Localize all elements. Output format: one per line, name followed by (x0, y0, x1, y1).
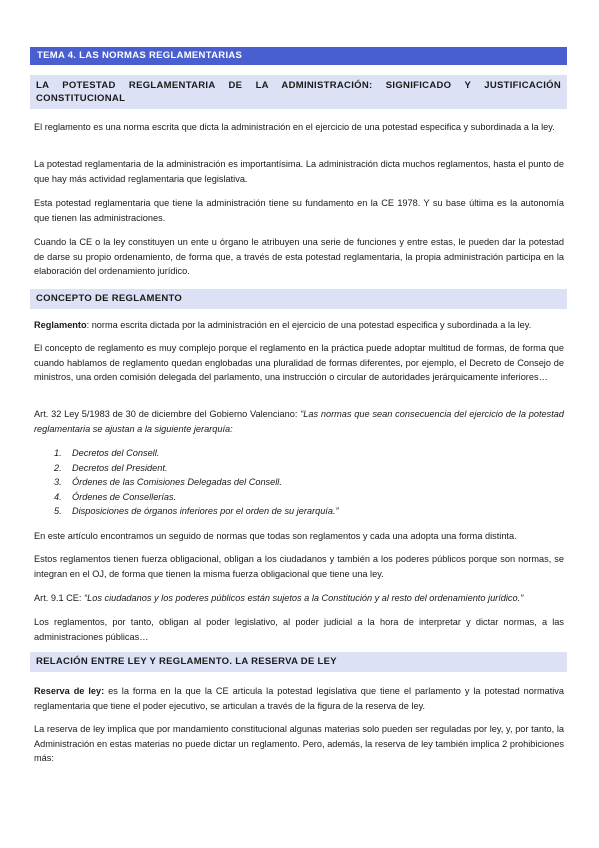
tema-title-bar (30, 47, 567, 65)
definition-term: Reglamento (34, 320, 87, 330)
paragraph: Estos reglamentos tienen fuerza obligacional, obligan a los ciudadanos y también a los poderes públicos porque son normas, se integran en el OJ, de forma que tienen la misma fuerza obligacional que tiene una ley. (34, 554, 564, 579)
paragraph: El reglamento es una norma escrita que dicta la administración en el ejercicio de una potestad especifica y subordinada a la ley. (34, 122, 555, 132)
paragraph: La reserva de ley implica que por mandamiento constitucional algunas materias solo pueden ser reguladas por ley, y, por tanto, la Administración en estas materias no puede dictar un reglamento. Pero, además, la reserva de ley también implica 2 prohibiciones más: (34, 724, 564, 763)
list-item: 3. Órdenes de las Comisiones Delegadas del Consell. (54, 477, 282, 487)
paragraph: La potestad reglamentaria de la administración es importantísima. La administración dicta muchos reglamentos, hasta el punto de que hay más actividad reglamentaria que legislativa. (34, 159, 564, 184)
section-heading-potestad (30, 75, 567, 109)
list-item: 5. Disposiciones de órganos inferiores por el orden de su jerarquía.” (54, 506, 339, 516)
article-ref: Art. 32 Ley 5/1983 de 30 de diciembre del Gobierno Valenciano: (34, 409, 301, 419)
article-quote: “Los ciudadanos y los poderes públicos están sujetos a la Constitución y al resto del ordenamiento jurídico.” (84, 593, 524, 603)
tema-title: TEMA 4. LAS NORMAS REGLAMENTARIAS (37, 50, 243, 61)
article-ref: Art. 9.1 CE: (34, 593, 85, 603)
section-title-concepto: CONCEPTO DE REGLAMENTO (36, 293, 183, 304)
article-9-1-quote (34, 591, 564, 606)
section-heading-relacion (30, 652, 567, 672)
section-title-potestad: LA POTESTAD REGLAMENTARIA DE LA ADMINISTRACIÓN: SIGNIFICADO Y JUSTIFICACIÓN CONSTITUCIONAL (36, 80, 561, 104)
definition-text: : norma escrita dictada por la administración en el ejercicio de una potestad especifica y subordinada a la ley. (86, 320, 532, 330)
paragraph: Esta potestad reglamentaria que tiene la administración tiene su fundamento en la CE 1978. Y su base última es la autonomía que tienen las administraciones. (34, 198, 564, 223)
section-heading-concepto (30, 289, 567, 309)
paragraph: El concepto de reglamento es muy complejo porque el reglamento en la práctica puede adoptar multitud de formas, de forma que cuando hablamos de reglamento quedan englobadas una pluralidad de formas diferentes, por ejemplo, el Decreto de Consejo de ministros, una orden comisión delegada del parlamento, una instrucción o circular de autoridades jerárquicamente inferiores… (34, 343, 564, 382)
article-quote: “Las normas que sean consecuencia del ejercicio de la potestad reglamentaria se ajustan a la siguiente jerarquía: (34, 409, 564, 434)
list-item: 4. Órdenes de Consellerías. (54, 491, 177, 502)
definition-reglamento (34, 318, 564, 333)
paragraph: En este artículo encontramos un seguido de normas que todas son reglamentos y cada una adopta una forma distinta. (34, 531, 517, 541)
paragraph: Los reglamentos, por tanto, obligan al poder legislativo, al poder judicial a la hora de interpretar y dictar normas, a las administraciones públicas… (34, 617, 564, 642)
section-title-relacion: RELACIÓN ENTRE LEY Y REGLAMENTO. LA RESERVA DE LEY (36, 656, 337, 667)
list-item: 2. Decretos del President. (54, 462, 168, 473)
definition-text: es la forma en la que la CE articula la potestad legislativa que tiene el parlamento y la potestad normativa reglamentaria que tiene el poder ejecutivo, se articulan a través de la figura de la reserva de ley. (34, 686, 565, 711)
definition-reserva-de-ley (34, 684, 564, 713)
paragraph: Cuando la CE o la ley constituyen un ente u órgano le atribuyen una serie de funciones y entre estas, le pueden dar la potestad de darse su propio ordenamiento, de forma que, a través de esta potestad reglamentaria, la propia administración participa en la elaboración del ordenamiento jurídico. (34, 237, 564, 276)
hierarchy-list (34, 446, 554, 519)
list-item: 1. Decretos del Consell. (54, 448, 160, 458)
article-32-quote (34, 407, 564, 436)
definition-term: Reserva de ley: (34, 686, 105, 696)
